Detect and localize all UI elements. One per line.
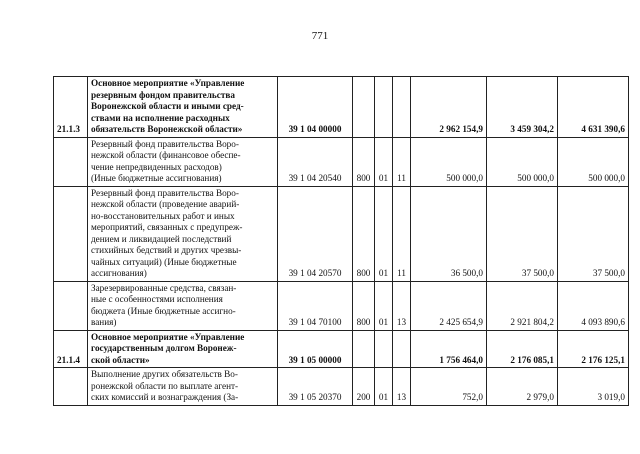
row-name-line: ассигнования) — [91, 268, 147, 278]
table-row — [54, 77, 629, 138]
row-name-line: государственным долгом Воронеж- — [91, 343, 237, 353]
row-number: 21.1.3 — [54, 77, 88, 138]
row-name-line: ской области» — [91, 354, 150, 365]
target-code: 39 1 04 70100 — [278, 281, 353, 330]
subsection-code — [393, 330, 411, 368]
subsection-code — [393, 77, 411, 138]
amount-year-1: 500 000,0 — [411, 137, 487, 186]
amount-year-1: 2 962 154,9 — [411, 77, 487, 138]
row-name — [88, 77, 278, 138]
table-body — [54, 77, 629, 406]
row-name-line: резервным фондом правительства — [91, 89, 235, 100]
table-row — [54, 186, 629, 281]
row-name-line: чение непредвиденных расходов) — [91, 161, 222, 172]
amount-year-2: 2 921 804,2 — [487, 281, 558, 330]
target-code: 39 1 05 00000 — [278, 330, 353, 368]
expense-type-code: 800 — [353, 281, 375, 330]
row-name-line: Основное мероприятие «Управление — [91, 78, 245, 88]
row-name-line: ских комиссий и вознаграждения (За- — [91, 392, 239, 402]
row-name-line: Воронежской области и иными сред- — [91, 101, 244, 111]
row-name-line: ствами на исполнение расходных — [91, 112, 230, 123]
row-name-line: нежской области (проведение аварий- — [91, 199, 240, 209]
target-code: 39 1 04 20570 — [278, 186, 353, 281]
row-number — [54, 281, 88, 330]
row-name-line: Резервный фонд правительства Воро- — [91, 138, 239, 149]
subsection-code: 11 — [393, 186, 411, 281]
section-code: 01 — [375, 137, 393, 186]
row-name-line: но-восстановительных работ и иных — [91, 210, 235, 221]
expense-type-code: 200 — [353, 368, 375, 406]
section-code — [375, 77, 393, 138]
target-code: 39 1 05 20370 — [278, 368, 353, 406]
page-number: 771 — [311, 30, 329, 42]
row-name-line: вания) — [91, 317, 117, 327]
section-code — [375, 330, 393, 368]
row-name-line: нежской области (финансовое обеспе- — [91, 150, 241, 160]
amount-year-1: 2 425 654,9 — [411, 281, 487, 330]
row-name-line: ные с особенностями исполнения — [91, 294, 223, 304]
amount-year-3: 37 500,0 — [558, 186, 629, 281]
row-name-line: бюджета (Иные бюджетные ассигно- — [91, 305, 236, 316]
row-name-line: дением и ликвидацией последствий — [91, 233, 232, 244]
row-name-line: Основное мероприятие «Управление — [91, 331, 245, 342]
expense-type-code: 800 — [353, 186, 375, 281]
amount-year-1: 1 756 464,0 — [411, 330, 487, 368]
expense-type-code: 800 — [353, 137, 375, 186]
amount-year-3: 3 019,0 — [558, 368, 629, 406]
row-name-line: (Иные бюджетные ассигнования) — [91, 173, 222, 183]
table-row — [54, 368, 629, 406]
row-number — [54, 368, 88, 406]
section-code: 01 — [375, 281, 393, 330]
amount-year-3: 4 093 890,6 — [558, 281, 629, 330]
amount-year-2: 2 176 085,1 — [487, 330, 558, 368]
section-code: 01 — [375, 368, 393, 406]
row-name-line: чайных ситуаций) (Иные бюджетные — [91, 256, 237, 267]
amount-year-3: 500 000,0 — [558, 137, 629, 186]
table-row — [54, 330, 629, 368]
amount-year-3: 2 176 125,1 — [558, 330, 629, 368]
amount-year-2: 500 000,0 — [487, 137, 558, 186]
subsection-code: 13 — [393, 281, 411, 330]
expense-type-code — [353, 77, 375, 138]
row-name-line: Выполнение других обязательств Во- — [91, 369, 238, 379]
amount-year-2: 2 979,0 — [487, 368, 558, 406]
amount-year-2: 37 500,0 — [487, 186, 558, 281]
row-number: 21.1.4 — [54, 330, 88, 368]
amount-year-3: 4 631 390,6 — [558, 77, 629, 138]
row-name — [88, 368, 278, 406]
row-name — [88, 281, 278, 330]
subsection-code: 13 — [393, 368, 411, 406]
subsection-code: 11 — [393, 137, 411, 186]
row-name-line: ронежской области по выплате агент- — [91, 380, 239, 391]
amount-year-1: 36 500,0 — [411, 186, 487, 281]
row-name-line: стихийных бедствий и других чрезвы- — [91, 245, 242, 255]
row-name — [88, 186, 278, 281]
table-row — [54, 281, 629, 330]
row-name — [88, 330, 278, 368]
row-number — [54, 186, 88, 281]
row-name-line: мероприятий, связанных с предупреж- — [91, 222, 243, 232]
expense-type-code — [353, 330, 375, 368]
row-number — [54, 137, 88, 186]
table-row — [54, 137, 629, 186]
section-code: 01 — [375, 186, 393, 281]
amount-year-2: 3 459 304,2 — [487, 77, 558, 138]
amount-year-1: 752,0 — [411, 368, 487, 406]
row-name — [88, 137, 278, 186]
row-name-line: Резервный фонд правительства Воро- — [91, 187, 239, 198]
target-code: 39 1 04 20540 — [278, 137, 353, 186]
row-name-line: обязательств Воронежской области» — [91, 124, 243, 134]
row-name-line: Зарезервированные средства, связан- — [91, 282, 237, 293]
budget-table — [53, 76, 629, 406]
target-code: 39 1 04 00000 — [278, 77, 353, 138]
